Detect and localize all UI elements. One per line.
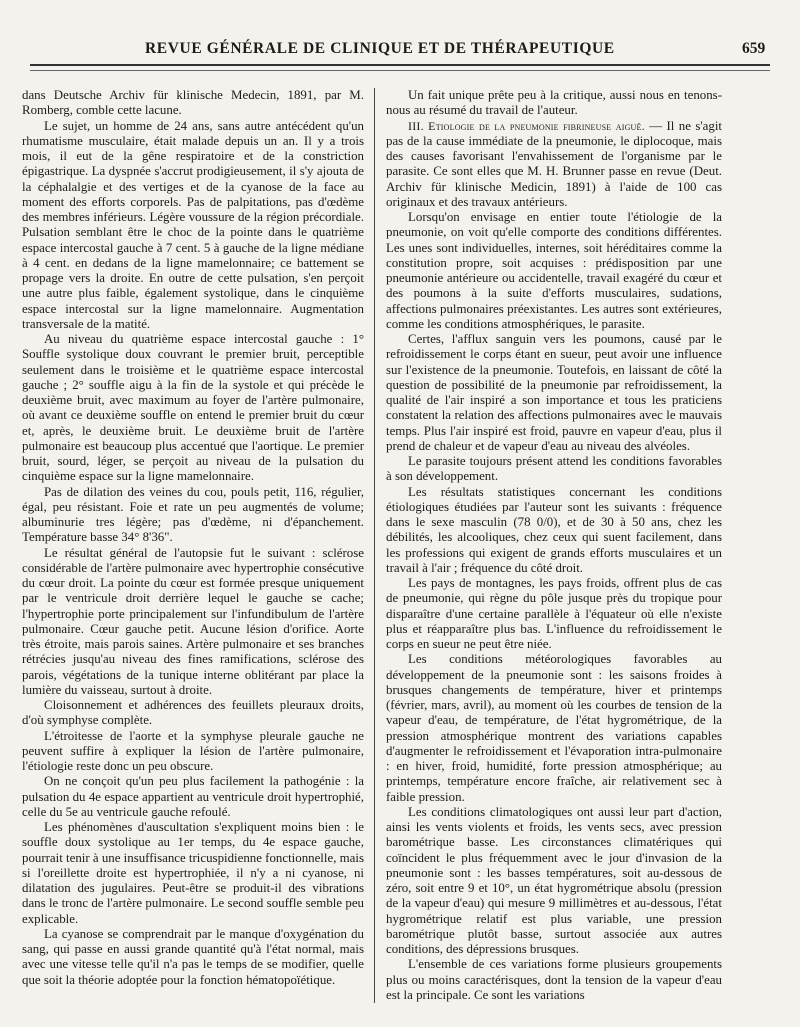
- left-paragraph: La cyanose se comprendrait par le manque d'oxygénation du sang, qui passe en aussi grande quantité qu'à l'état normal, mais avec une vitesse telle qu'il n'a pas le temps de se modifier, quelle que soit la théorie adoptée pour la fonction hématopoïétique.: [22, 926, 364, 987]
- right-paragraph: Les pays de montagnes, les pays froids, offrent plus de cas de pneumonie, qui règne du pôle jusque près du tropique pour disparaître d'une certaine parallèle à l'équateur où elle n'existe plus et réapparaître plus bas. L'influence du refroidissement le corps en sueur ne peut être niée.: [386, 576, 722, 651]
- left-paragraph: Cloisonnement et adhérences des feuillets pleuraux droits, d'où symphyse complète.: [22, 698, 364, 728]
- right-paragraph: Les conditions climatologiques ont aussi leur part d'action, ainsi les vents violents et froids, les vents secs, avec pression barométrique basse. Les circonstances climatériques qui coïncident le plus fréquemment avec le jour d'invasion de la pneumonie sont : les basses températures, soit au-dessous de zéro, soit entre 9 et 10°, un état hygrométrique absolu (pression de la vapeur d'eau) qui mesure 9 millimètres et au-dessous, l'état hygrométrique relatif est plus variable, une pression barométrique plutôt basse, surtout associée aux autres conditions, des dépressions brusques.: [386, 804, 722, 956]
- right-paragraph: Lorsqu'on envisage en entier toute l'étiologie de la pneumonie, on voit qu'elle comporte des conditions différentes. Les unes sont individuelles, internes, soit héréditaires comme la constitution propre, soit acquises : prédisposition par une pneumonie antérieure ou accidentelle, travail exagéré du cœur et des poumons à la suite d'efforts musculaires, sudations, affections pulmonaires préexistantes. Les autres sont extérieures, comme les conditions atmosphériques, le parasite.: [386, 210, 722, 331]
- left-paragraph: Pas de dilation des veines du cou, pouls petit, 116, régulier, égal, peu résistant. Foie et rate un peu augmentés de volume; albuminurie tres légère; pas d'œdème, ni d'épanchement. Température basse 34° 8'36".: [22, 484, 364, 545]
- right-intro: Un fait unique prête peu à la critique, aussi nous en tenons-nous au résumé du travail de l'auteur.: [386, 88, 722, 118]
- left-paragraph: dans Deutsche Archiv für klinische Medecin, 1891, par M. Romberg, comble cette lacune.: [22, 88, 364, 118]
- left-paragraph: On ne conçoit qu'un peu plus facilement la pathogénie : la pulsation du 4e espace appartient au ventricule droit hypertrophié, celle du 5e au ventricule gauche refoulé.: [22, 774, 364, 819]
- right-paragraph: Le parasite toujours présent attend les conditions favorables à son développement.: [386, 454, 722, 484]
- page-number: 659: [742, 40, 766, 57]
- section-text: — Il ne s'agit pas de la cause immédiate de la pneumonie, le diplocoque, mais des causes favorisant l'envahissement de l'organisme par le parasite. Ce sont elles que M. H. Brunner passe en revue (Deut. Archiv für klinische Medicin, 1891) à l'aide de 100 cas originaux et des travaux antérieurs.: [386, 118, 722, 209]
- right-column: [386, 88, 722, 1003]
- left-paragraph: Le sujet, un homme de 24 ans, sans autre antécédent qu'un rhumatisme musculaire, était malade depuis un an. Il y a trois mois, il eut de la gêne respiratoire et de la constriction épigastrique. La dyspnée s'accrut prodigieusement, il s'y ajouta de la céphalalgie et des vertiges et de la cyanose de la face au moment des efforts corporels. Pas de palpitations, pas d'œdème des membres inférieurs. Légère voussure de la région précordiale. Pulsation semblant être le choc de la pointe dans le quatrième espace intercostal gauche à 7 cent. 5 à gauche de la ligne médiane à 4 cent. en dedans de la ligne mamelonnaire; ce battement se propage vers la droite. En outre de cette pulsation, s'en perçoit une autre plus faible, également systolique, dans le cinquième espace intercostal sur la ligne mamelonnaire. Augmentation transversale de la matité.: [22, 118, 364, 331]
- right-paragraph: Certes, l'afflux sanguin vers les poumons, causé par le refroidissement le corps étant en sueur, peut avoir une influence sur l'existence de la pneumonie. Toutefois, en laissant de côté la question de possibilité de la pneumonie par refroidissement, la qualité de l'air inspiré a son importance et tous les praticiens constatent la relation des affections pulmonaires avec le mauvais temps. Plus l'air inspiré est froid, pauvre en vapeur d'eau, plus il prend de chaleur et de vapeur d'eau au niveau des alvéoles.: [386, 332, 722, 453]
- section-paragraph: [386, 119, 722, 211]
- header-rule-thin: [30, 70, 770, 71]
- column-divider: [374, 88, 375, 1003]
- right-paragraph: Les résultats statistiques concernant les conditions étiologiques étudiées par l'auteur sont les suivants : fréquence dans le sexe masculin (78 0/0), et de 30 à 50 ans, chez les débilités, les alcooliques, chez ceux qui suent facilement, dans les professions qui exigent de grands efforts musculaires et un travail à l'air ; fréquence du côté droit.: [386, 484, 722, 575]
- running-title: REVUE GÉNÉRALE DE CLINIQUE ET DE THÉRAPEUTIQUE: [145, 40, 615, 57]
- header-rule: [30, 64, 770, 66]
- left-paragraph: L'étroitesse de l'aorte et la symphyse pleurale gauche ne peuvent suffire à expliquer la lésion de l'artère pulmonaire, l'étiologie reste donc un peu obscure.: [22, 728, 364, 773]
- left-paragraph: Les phénomènes d'auscultation s'expliquent moins bien : le souffle doux systolique au 1er temps, du 4e espace gauche, pourrait tenir à une insuffisance tricuspidienne fonctionnelle, mais si l'oreillette droite est hypertrophiée, il n'y a ni cyanose, ni dilatation des jugulaires. Peut-être se produit-il des vibrations dans le tronc de l'artère pulmonaire. Le second souffle semble peu explicable.: [22, 820, 364, 926]
- left-paragraph: Le résultat général de l'autopsie fut le suivant : sclérose considérable de l'artère pulmonaire avec hypertrophie consécutive du cœur droit. La pointe du cœur est formée presque uniquement par le ventricule droit derrière lequel le gauche se cache; l'hypertrophie porte principalement sur l'infundibulum de l'artère pulmonaire. Cœur gauche petit. Aucune lésion d'orifice. Aorte très étroite, mais parois saines. Artère pulmonaire et ses branches rétrécies jusqu'au niveau des fines ramifications, sclérose des parois, végétations de la tunique interne oblitérant par place la lumière du vaisseau, surtout à droite.: [22, 545, 364, 697]
- running-head: [0, 40, 800, 62]
- right-paragraph: Les conditions météorologiques favorables au développement de la pneumonie sont : les saisons froides à brusques changements de température, hiver et printemps (février, mars, avril), au moment où les courbes de tension de la vapeur d'eau, de température, de l'état hygrométrique, de la pression atmosphérique montrent des variations capables d'augmenter le refroidissement et l'évaporation intra-pulmonaire : en hiver, froid, humidité, forte pression atmosphérique; au printemps, température encore fraîche, air relativement sec à faible pression.: [386, 652, 722, 804]
- right-paragraph: L'ensemble de ces variations forme plusieurs groupements plus ou moins caractérisques, dont la tension de la vapeur d'eau est la principale. Ce sont les variations: [386, 957, 722, 1002]
- left-paragraph: Au niveau du quatrième espace intercostal gauche : 1° Souffle systolique doux couvrant le premier bruit, perceptible seulement dans le troisième et le quatrième espace intercostal gauche ; 2° souffle aigu à la fin de la systole et qui précède le deuxième bruit, avec maximum au foyer de l'artère pulmonaire, où avant ce deuxième souffle on entend le premier bruit du cœur et, après, le deuxième bruit. Le deuxième bruit de l'artère pulmonaire est beaucoup plus accentué que l'aortique. Le premier bruit, sourd, léger, se perçoit au niveau de la pulsation du cinquième espace sur la ligne mamelonnaire.: [22, 332, 364, 484]
- section-heading: III. Etiologie de la pneumonie fibrineuse aiguë.: [408, 118, 645, 133]
- left-column: [22, 88, 364, 988]
